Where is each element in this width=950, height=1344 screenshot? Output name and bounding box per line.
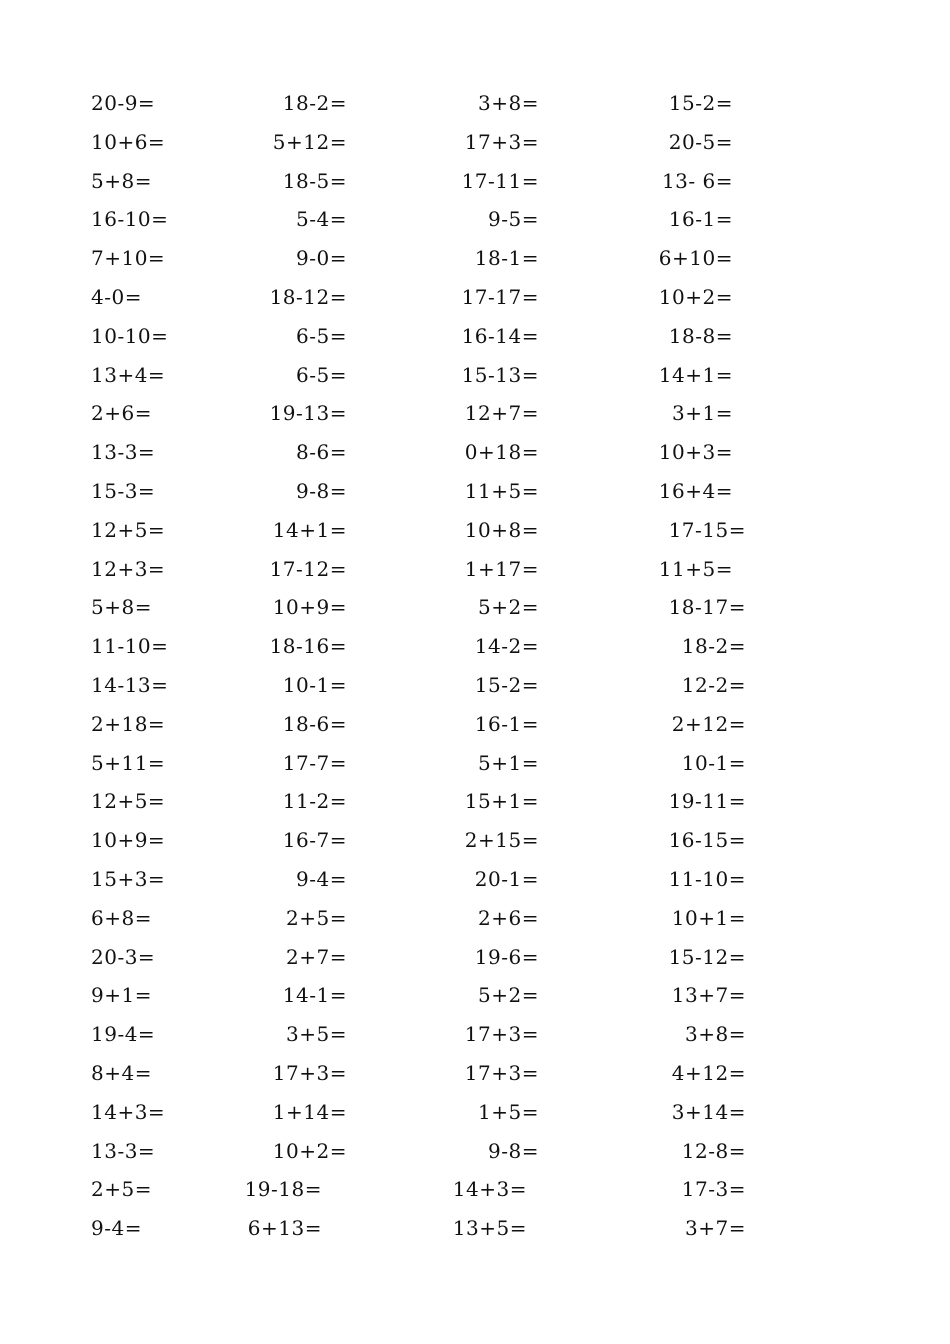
math-problem: 2+12= bbox=[671, 711, 746, 736]
math-problem: 8-6= bbox=[296, 440, 347, 465]
math-problem: 9-8= bbox=[296, 479, 347, 503]
math-problem: 19-6= bbox=[474, 944, 539, 969]
math-problem: 13- 6= bbox=[661, 168, 733, 193]
math-problem: 5+2= bbox=[478, 595, 539, 620]
worksheet-row bbox=[0, 1213, 950, 1243]
math-problem: 10+9= bbox=[91, 828, 166, 853]
worksheet-row bbox=[0, 282, 950, 312]
math-problem: 10+2= bbox=[272, 1138, 347, 1163]
math-problem: 17-7= bbox=[282, 750, 347, 775]
math-problem: 15-3= bbox=[91, 479, 156, 503]
worksheet-row bbox=[0, 709, 950, 739]
worksheet-row bbox=[0, 748, 950, 778]
math-problem: 16-15= bbox=[668, 828, 746, 853]
math-problem: 20-1= bbox=[474, 867, 539, 891]
math-problem: 11-10= bbox=[91, 634, 169, 659]
math-problem: 13-3= bbox=[91, 440, 156, 465]
worksheet-row bbox=[0, 398, 950, 428]
worksheet-row bbox=[0, 631, 950, 661]
math-problem: 19-4= bbox=[91, 1022, 156, 1047]
math-problem: 5+2= bbox=[478, 983, 539, 1008]
worksheet-row bbox=[0, 127, 950, 157]
math-problem: 15-2= bbox=[474, 673, 539, 697]
math-problem: 18-17= bbox=[668, 595, 746, 620]
worksheet-row bbox=[0, 670, 950, 700]
math-problem: 1+14= bbox=[272, 1099, 347, 1124]
worksheet-row bbox=[0, 1097, 950, 1127]
math-problem: 10+8= bbox=[464, 517, 539, 542]
math-problem: 6-5= bbox=[296, 323, 347, 348]
math-problem: 11+5= bbox=[464, 479, 539, 503]
worksheet-row bbox=[0, 437, 950, 467]
math-problem: 12+7= bbox=[464, 401, 539, 426]
math-problem: 18-2= bbox=[282, 91, 347, 115]
math-problem: 17-17= bbox=[461, 285, 539, 309]
math-problem: 6+13= bbox=[247, 1216, 322, 1241]
worksheet-row bbox=[0, 825, 950, 855]
worksheet-row bbox=[0, 786, 950, 816]
math-problem: 3+8= bbox=[685, 1022, 746, 1047]
math-problem: 2+6= bbox=[91, 401, 152, 426]
math-problem: 9-8= bbox=[488, 1138, 539, 1163]
math-problem: 2+18= bbox=[91, 711, 166, 736]
math-problem: 3+8= bbox=[478, 91, 539, 115]
math-problem: 11+5= bbox=[658, 556, 733, 581]
math-problem: 20-9= bbox=[91, 91, 156, 115]
worksheet-row bbox=[0, 88, 950, 118]
math-problem: 5+12= bbox=[272, 129, 347, 154]
worksheet-row bbox=[0, 903, 950, 933]
math-problem: 10-10= bbox=[91, 323, 169, 348]
worksheet-row bbox=[0, 592, 950, 622]
math-problem: 19-13= bbox=[269, 401, 347, 426]
worksheet-row bbox=[0, 554, 950, 584]
math-problem: 7+10= bbox=[91, 246, 166, 271]
math-problem: 15-12= bbox=[668, 944, 746, 969]
math-problem: 2+15= bbox=[464, 828, 539, 853]
math-problem: 10+2= bbox=[658, 285, 733, 309]
math-problem: 14-13= bbox=[91, 673, 169, 697]
math-problem: 17-11= bbox=[461, 168, 539, 193]
math-problem: 13+5= bbox=[452, 1216, 527, 1241]
math-problem: 11-10= bbox=[668, 867, 746, 891]
worksheet-row bbox=[0, 515, 950, 545]
math-problem: 17-3= bbox=[681, 1177, 746, 1202]
math-problem: 13-3= bbox=[91, 1138, 156, 1163]
worksheet-row bbox=[0, 980, 950, 1010]
math-problem: 10+3= bbox=[658, 440, 733, 465]
math-problem: 18-6= bbox=[282, 711, 347, 736]
math-problem: 1+5= bbox=[478, 1099, 539, 1124]
math-problem: 13+4= bbox=[91, 362, 166, 387]
math-problem: 4+12= bbox=[671, 1061, 746, 1085]
math-problem: 5+8= bbox=[91, 168, 152, 193]
math-problem: 12-2= bbox=[681, 673, 746, 697]
math-problem: 15+1= bbox=[464, 789, 539, 814]
math-problem: 10+1= bbox=[671, 905, 746, 930]
math-problem: 9-4= bbox=[91, 1216, 142, 1241]
math-problem: 14+3= bbox=[91, 1099, 166, 1124]
math-problem: 6+8= bbox=[91, 905, 152, 930]
math-problem: 3+1= bbox=[672, 401, 733, 426]
math-problem: 11-2= bbox=[282, 789, 347, 814]
math-problem: 5+1= bbox=[478, 750, 539, 775]
worksheet-row bbox=[0, 243, 950, 273]
math-problem: 17+3= bbox=[464, 1022, 539, 1047]
math-problem: 6-5= bbox=[296, 362, 347, 387]
math-problem: 2+5= bbox=[286, 905, 347, 930]
math-problem: 17-12= bbox=[269, 556, 347, 581]
math-problem: 8+4= bbox=[91, 1061, 152, 1085]
math-problem: 3+5= bbox=[286, 1022, 347, 1047]
math-problem: 10+9= bbox=[272, 595, 347, 620]
math-problem: 14-1= bbox=[282, 983, 347, 1008]
math-problem: 9-5= bbox=[488, 207, 539, 232]
math-problem: 17+3= bbox=[464, 1061, 539, 1085]
math-problem: 4-0= bbox=[91, 285, 142, 309]
math-problem: 19-11= bbox=[668, 789, 746, 814]
worksheet-row bbox=[0, 1019, 950, 1049]
math-problem: 12+3= bbox=[91, 556, 166, 581]
math-problem: 1+17= bbox=[464, 556, 539, 581]
worksheet-row bbox=[0, 360, 950, 390]
math-problem: 3+14= bbox=[671, 1099, 746, 1124]
math-problem: 14+3= bbox=[452, 1177, 527, 1202]
math-problem: 5-4= bbox=[296, 207, 347, 232]
math-problem: 18-12= bbox=[269, 285, 347, 309]
math-problem: 9+1= bbox=[91, 983, 152, 1008]
math-problem: 16-10= bbox=[91, 207, 169, 232]
math-problem: 15+3= bbox=[91, 867, 166, 891]
worksheet-row bbox=[0, 1136, 950, 1166]
math-problem: 12+5= bbox=[91, 517, 166, 542]
math-problem: 16-14= bbox=[461, 323, 539, 348]
math-problem: 16-1= bbox=[668, 207, 733, 232]
math-problem: 18-2= bbox=[681, 634, 746, 659]
worksheet-row bbox=[0, 1174, 950, 1204]
math-problem: 10-1= bbox=[282, 673, 347, 697]
math-problem: 14+1= bbox=[272, 517, 347, 542]
math-problem: 17+3= bbox=[464, 129, 539, 154]
math-problem: 18-8= bbox=[668, 323, 733, 348]
math-problem: 18-5= bbox=[282, 168, 347, 193]
math-problem: 9-4= bbox=[296, 867, 347, 891]
math-problem: 19-18= bbox=[244, 1177, 322, 1202]
worksheet-row bbox=[0, 1058, 950, 1088]
math-problem: 13+7= bbox=[671, 983, 746, 1008]
math-problem: 5+11= bbox=[91, 750, 166, 775]
math-problem: 15-2= bbox=[668, 91, 733, 115]
math-problem: 15-13= bbox=[461, 362, 539, 387]
worksheet-row bbox=[0, 864, 950, 894]
math-problem: 9-0= bbox=[296, 246, 347, 271]
math-problem: 2+6= bbox=[478, 905, 539, 930]
math-problem: 14+1= bbox=[658, 362, 733, 387]
math-problem: 3+7= bbox=[685, 1216, 746, 1241]
math-problem: 10+6= bbox=[91, 129, 166, 154]
math-problem: 16+4= bbox=[658, 479, 733, 503]
math-problem: 10-1= bbox=[681, 750, 746, 775]
math-problem: 5+8= bbox=[91, 595, 152, 620]
math-problem: 17-15= bbox=[668, 517, 746, 542]
math-problem: 2+5= bbox=[91, 1177, 152, 1202]
math-problem: 6+10= bbox=[658, 246, 733, 271]
math-problem: 20-3= bbox=[91, 944, 156, 969]
math-problem: 0+18= bbox=[464, 440, 539, 465]
math-problem: 14-2= bbox=[474, 634, 539, 659]
math-problem: 16-7= bbox=[282, 828, 347, 853]
math-problem: 16-1= bbox=[474, 711, 539, 736]
math-problem: 12-8= bbox=[681, 1138, 746, 1163]
worksheet-row bbox=[0, 476, 950, 506]
math-problem: 2+7= bbox=[286, 944, 347, 969]
math-problem: 18-1= bbox=[474, 246, 539, 271]
math-problem: 18-16= bbox=[269, 634, 347, 659]
math-problem: 17+3= bbox=[272, 1061, 347, 1085]
math-problem: 20-5= bbox=[668, 129, 733, 154]
worksheet-row bbox=[0, 942, 950, 972]
math-problem: 12+5= bbox=[91, 789, 166, 814]
worksheet-row bbox=[0, 204, 950, 234]
worksheet-row bbox=[0, 166, 950, 196]
worksheet-row bbox=[0, 321, 950, 351]
